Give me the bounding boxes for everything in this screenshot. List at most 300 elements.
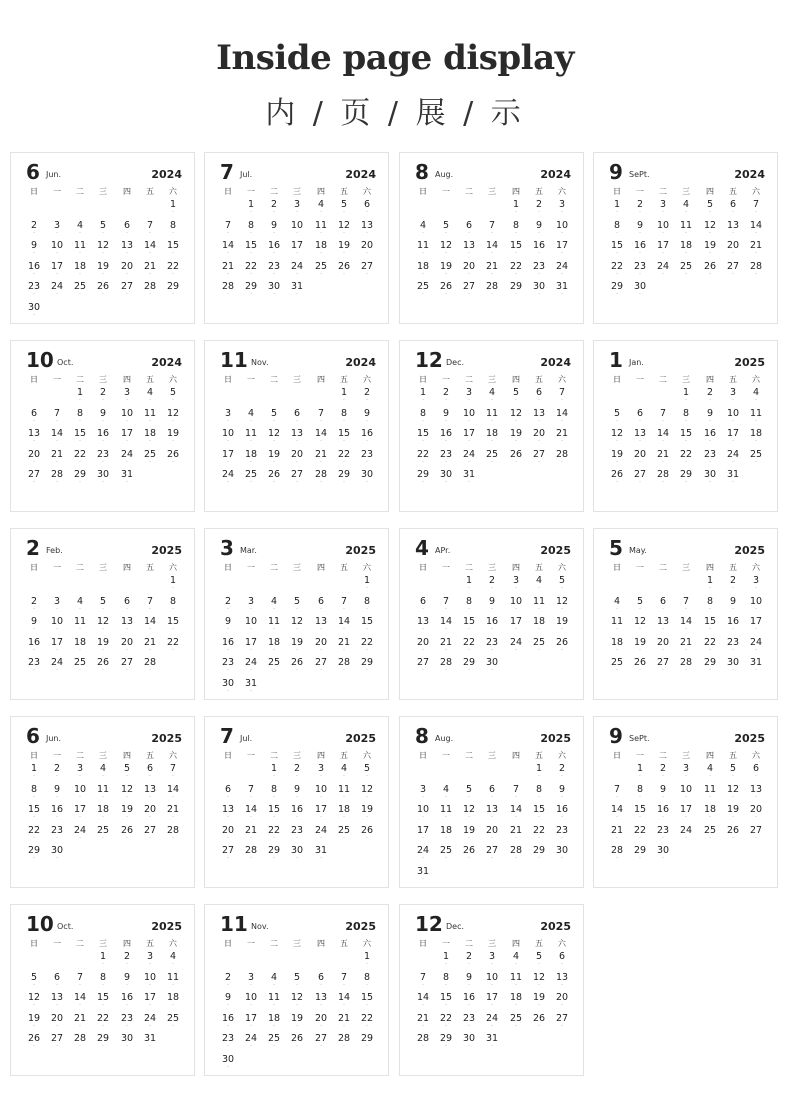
weekday-header: 日 xyxy=(30,751,38,760)
day-cell xyxy=(629,637,651,653)
day-cell xyxy=(699,199,721,215)
lunar-note: ·· xyxy=(148,1003,152,1007)
day-cell xyxy=(162,804,184,820)
lunar-note: ·· xyxy=(514,418,518,423)
day-cell xyxy=(240,637,262,653)
lunar-note: ·· xyxy=(684,794,688,799)
lunar-note: ·· xyxy=(444,418,448,423)
lunar-note: ·· xyxy=(444,856,448,860)
weekday-header: 三 xyxy=(293,751,301,760)
day-number: 1 xyxy=(613,199,621,210)
day-number: 29 xyxy=(27,845,41,856)
day-number: 13 xyxy=(27,428,41,439)
day-number: 15 xyxy=(439,992,453,1003)
day-cell xyxy=(162,575,184,591)
weekday-header: 一 xyxy=(247,939,255,948)
day-number: 12 xyxy=(360,783,374,795)
lunar-note: ·· xyxy=(101,251,105,255)
day-cell xyxy=(46,1033,68,1049)
lunar-note: ·· xyxy=(490,835,494,840)
day-number: 24 xyxy=(120,448,134,460)
weekday-header: 日 xyxy=(613,563,621,572)
day-number: 26 xyxy=(96,281,110,292)
day-number: 16 xyxy=(290,804,304,815)
day-number: 18 xyxy=(143,428,157,439)
day-cell xyxy=(356,1033,378,1049)
day-number: 23 xyxy=(633,260,647,272)
day-cell xyxy=(606,637,628,653)
day-number: 20 xyxy=(485,824,499,836)
lunar-note: ·· xyxy=(684,480,688,484)
lunar-note: ·· xyxy=(148,1023,152,1028)
weekday-header: 日 xyxy=(613,751,621,760)
day-cell xyxy=(356,596,378,612)
weekday-header: 六 xyxy=(752,187,760,196)
weekday-header: 三 xyxy=(682,375,690,384)
lunar-note: ·· xyxy=(272,459,276,464)
day-cell xyxy=(458,220,480,236)
day-number: 28 xyxy=(166,824,180,836)
day-number: 20 xyxy=(555,992,569,1003)
day-cell xyxy=(551,951,573,967)
lunar-note: ·· xyxy=(421,1023,425,1028)
day-cell xyxy=(458,469,480,485)
day-cell xyxy=(652,616,674,632)
day-number: 1 xyxy=(512,199,520,210)
day-cell xyxy=(675,784,697,800)
day-number: 24 xyxy=(656,260,670,272)
day-number: 21 xyxy=(50,448,64,460)
weekday-header: 三 xyxy=(488,563,496,572)
day-cell xyxy=(481,616,503,632)
day-number: 27 xyxy=(462,281,476,292)
lunar-note: ·· xyxy=(78,418,82,423)
lunar-note: ·· xyxy=(684,647,688,652)
day-cell xyxy=(699,657,721,673)
lunar-note: ·· xyxy=(171,251,175,255)
lunar-note: ·· xyxy=(125,439,129,443)
lunar-note: ·· xyxy=(615,815,619,819)
day-number: 7 xyxy=(613,783,621,795)
day-cell xyxy=(551,449,573,465)
day-number: 4 xyxy=(682,199,690,210)
day-cell xyxy=(240,449,262,465)
day-number: 19 xyxy=(337,240,351,251)
day-number: 23 xyxy=(221,657,235,668)
weekday-header: 二 xyxy=(76,563,84,572)
day-cell xyxy=(240,1013,262,1029)
day-number: 20 xyxy=(50,1012,64,1024)
day-number: 16 xyxy=(439,428,453,439)
day-cell xyxy=(116,763,138,779)
day-number: 1 xyxy=(419,387,427,398)
day-number: 9 xyxy=(729,595,737,607)
year-label: 2025 xyxy=(345,920,376,933)
lunar-note: ·· xyxy=(444,647,448,652)
day-cell xyxy=(435,1013,457,1029)
lunar-note: ·· xyxy=(342,982,346,987)
day-cell xyxy=(240,220,262,236)
day-number: 9 xyxy=(535,219,543,231)
day-number: 10 xyxy=(462,407,476,419)
day-cell xyxy=(356,449,378,465)
day-number: 26 xyxy=(360,824,374,836)
day-cell xyxy=(46,763,68,779)
day-cell xyxy=(333,220,355,236)
day-number: 12 xyxy=(96,240,110,251)
day-cell xyxy=(356,575,378,591)
weekday-header: 四 xyxy=(512,751,520,760)
day-cell xyxy=(629,428,651,444)
lunar-note: ·· xyxy=(615,292,619,296)
lunar-note: ·· xyxy=(754,418,758,423)
lunar-note: ·· xyxy=(365,627,369,631)
day-number: 28 xyxy=(314,469,328,480)
day-cell xyxy=(722,616,744,632)
day-number: 15 xyxy=(509,240,523,251)
day-cell xyxy=(629,240,651,256)
lunar-note: ·· xyxy=(125,418,129,423)
lunar-note: ·· xyxy=(684,251,688,255)
lunar-note: ·· xyxy=(148,418,152,423)
day-cell xyxy=(333,1033,355,1049)
lunar-note: ·· xyxy=(101,230,105,235)
day-number: 31 xyxy=(143,1033,157,1044)
day-number: 23 xyxy=(27,657,41,668)
day-number: 5 xyxy=(636,595,644,607)
lunar-note: ·· xyxy=(342,835,346,840)
day-number: 11 xyxy=(73,616,87,627)
lunar-note: ·· xyxy=(171,210,175,214)
lunar-note: ·· xyxy=(537,606,541,611)
day-cell xyxy=(528,825,550,841)
day-cell xyxy=(551,240,573,256)
day-number: 8 xyxy=(99,971,107,983)
day-cell xyxy=(240,845,262,861)
day-number: 15 xyxy=(633,804,647,815)
day-number: 19 xyxy=(633,636,647,648)
day-cell xyxy=(505,951,527,967)
day-cell xyxy=(356,825,378,841)
lunar-note: ·· xyxy=(731,627,735,631)
day-cell xyxy=(92,469,114,485)
lunar-note: ·· xyxy=(32,1044,36,1048)
day-cell xyxy=(23,408,45,424)
lunar-note: ·· xyxy=(754,586,758,590)
day-cell xyxy=(310,596,332,612)
lunar-note: ·· xyxy=(560,210,564,214)
month-card xyxy=(10,152,195,324)
lunar-note: ·· xyxy=(319,459,323,464)
day-number: 4 xyxy=(76,595,84,607)
day-number: 13 xyxy=(143,783,157,795)
day-number: 12 xyxy=(120,783,134,795)
day-cell xyxy=(240,1033,262,1049)
lunar-note: ·· xyxy=(319,418,323,423)
day-cell xyxy=(722,657,744,673)
day-number: 5 xyxy=(363,763,371,774)
day-number: 9 xyxy=(363,407,371,419)
day-number: 10 xyxy=(485,971,499,983)
day-number: 28 xyxy=(749,260,763,272)
day-cell xyxy=(46,240,68,256)
lunar-note: ·· xyxy=(226,688,230,693)
lunar-note: ·· xyxy=(708,210,712,214)
day-number: 2 xyxy=(30,595,38,607)
day-cell xyxy=(551,387,573,403)
day-cell xyxy=(551,261,573,277)
weekday-header: 四 xyxy=(706,751,714,760)
day-number: 9 xyxy=(488,595,496,607)
day-number: 25 xyxy=(485,448,499,460)
day-cell xyxy=(435,240,457,256)
day-cell xyxy=(139,637,161,653)
day-cell xyxy=(162,1013,184,1029)
month-number: 10 xyxy=(26,348,54,372)
day-number: 22 xyxy=(166,260,180,272)
day-cell xyxy=(23,302,45,318)
lunar-note: ·· xyxy=(272,1003,276,1007)
lunar-note: ·· xyxy=(731,647,735,652)
day-number: 1 xyxy=(706,575,714,586)
lunar-note: ·· xyxy=(319,647,323,652)
day-cell xyxy=(606,220,628,236)
day-number: 5 xyxy=(613,407,621,419)
day-cell xyxy=(162,408,184,424)
day-number: 23 xyxy=(50,824,64,836)
month-name: Jun. xyxy=(46,734,62,743)
day-number: 23 xyxy=(555,824,569,836)
lunar-note: ·· xyxy=(467,982,471,987)
lunar-note: ·· xyxy=(754,835,758,840)
day-number: 9 xyxy=(224,616,232,627)
day-cell xyxy=(481,657,503,673)
day-cell xyxy=(92,637,114,653)
lunar-note: ·· xyxy=(638,230,642,235)
day-number: 18 xyxy=(267,636,281,648)
lunar-note: ·· xyxy=(708,398,712,402)
day-cell xyxy=(356,992,378,1008)
lunar-note: ·· xyxy=(731,459,735,464)
lunar-note: ·· xyxy=(421,230,425,235)
day-cell xyxy=(217,678,239,694)
day-cell xyxy=(606,281,628,297)
day-number: 2 xyxy=(53,763,61,774)
day-number: 8 xyxy=(636,783,644,795)
weekday-header: 六 xyxy=(558,187,566,196)
month-card xyxy=(593,152,778,324)
lunar-note: ·· xyxy=(249,982,253,987)
day-cell xyxy=(528,951,550,967)
lunar-note: ·· xyxy=(101,1023,105,1028)
day-cell xyxy=(263,992,285,1008)
day-number: 21 xyxy=(485,260,499,272)
lunar-note: ·· xyxy=(638,418,642,423)
lunar-note: ·· xyxy=(514,210,518,214)
day-cell xyxy=(606,408,628,424)
day-cell xyxy=(333,408,355,424)
day-number: 12 xyxy=(96,616,110,627)
day-cell xyxy=(92,972,114,988)
day-number: 19 xyxy=(532,992,546,1003)
weekday-header: 三 xyxy=(293,563,301,572)
month-name: Jun. xyxy=(46,170,62,179)
lunar-note: ·· xyxy=(32,230,36,235)
day-number: 9 xyxy=(558,783,566,795)
day-cell xyxy=(675,449,697,465)
weekday-header: 六 xyxy=(558,375,566,384)
lunar-note: ·· xyxy=(249,459,253,464)
day-cell xyxy=(481,972,503,988)
day-number: 11 xyxy=(532,595,546,607)
weekday-header: 日 xyxy=(419,939,427,948)
weekday-header: 三 xyxy=(488,751,496,760)
day-cell xyxy=(162,616,184,632)
day-number: 27 xyxy=(726,260,740,272)
day-cell xyxy=(92,763,114,779)
day-cell xyxy=(629,220,651,236)
day-cell xyxy=(699,469,721,485)
day-number: 27 xyxy=(749,824,763,836)
day-cell xyxy=(675,596,697,612)
lunar-note: ·· xyxy=(101,982,105,987)
weekday-header: 三 xyxy=(682,751,690,760)
year-label: 2025 xyxy=(345,732,376,745)
day-number: 22 xyxy=(532,824,546,836)
day-number: 26 xyxy=(462,845,476,856)
day-cell xyxy=(412,220,434,236)
day-cell xyxy=(310,784,332,800)
lunar-note: ·· xyxy=(421,480,425,484)
lunar-note: ·· xyxy=(319,1023,323,1028)
weekday-header: 六 xyxy=(558,751,566,760)
lunar-note: ·· xyxy=(514,1003,518,1007)
day-number: 20 xyxy=(462,260,476,272)
day-number: 24 xyxy=(726,448,740,460)
lunar-note: ·· xyxy=(514,606,518,611)
day-number: 3 xyxy=(659,199,667,210)
lunar-note: ·· xyxy=(490,251,494,255)
day-number: 13 xyxy=(360,219,374,231)
lunar-note: ·· xyxy=(226,292,230,296)
day-number: 24 xyxy=(485,1012,499,1024)
day-cell xyxy=(458,845,480,861)
lunar-note: ·· xyxy=(125,835,129,840)
weekday-header: 日 xyxy=(613,187,621,196)
lunar-note: ·· xyxy=(101,292,105,296)
day-number: 5 xyxy=(30,971,38,983)
day-cell xyxy=(286,845,308,861)
day-number: 23 xyxy=(267,260,281,272)
lunar-note: ·· xyxy=(125,292,129,296)
day-number: 30 xyxy=(221,1053,235,1065)
day-number: 6 xyxy=(123,595,131,607)
day-cell xyxy=(139,804,161,820)
day-cell xyxy=(69,972,91,988)
day-cell xyxy=(551,220,573,236)
lunar-note: ·· xyxy=(754,774,758,778)
day-cell xyxy=(722,469,744,485)
day-cell xyxy=(481,387,503,403)
lunar-note: ·· xyxy=(295,774,299,778)
day-cell xyxy=(69,469,91,485)
lunar-note: ·· xyxy=(272,774,276,778)
day-number: 26 xyxy=(439,281,453,292)
day-number: 14 xyxy=(555,407,569,419)
day-number: 1 xyxy=(636,763,644,774)
day-number: 1 xyxy=(465,575,473,586)
day-number: 23 xyxy=(290,824,304,836)
day-cell xyxy=(286,428,308,444)
lunar-note: ·· xyxy=(684,459,688,464)
lunar-note: ·· xyxy=(249,606,253,611)
day-cell xyxy=(722,428,744,444)
lunar-note: ·· xyxy=(490,794,494,799)
day-number: 31 xyxy=(416,865,430,877)
day-number: 23 xyxy=(462,1012,476,1024)
day-number: 22 xyxy=(633,824,647,836)
day-cell xyxy=(69,763,91,779)
day-number: 16 xyxy=(27,636,41,648)
day-number: 28 xyxy=(509,845,523,856)
lunar-note: ·· xyxy=(731,418,735,423)
day-number: 18 xyxy=(337,804,351,815)
day-cell xyxy=(46,992,68,1008)
day-cell xyxy=(412,866,434,882)
day-cell xyxy=(92,240,114,256)
day-cell xyxy=(606,845,628,861)
weekday-header: 四 xyxy=(123,187,131,196)
day-number: 21 xyxy=(143,260,157,272)
lunar-note: ·· xyxy=(78,794,82,799)
day-number: 15 xyxy=(337,428,351,439)
lunar-note: ·· xyxy=(365,398,369,402)
lunar-note: ·· xyxy=(661,815,665,819)
day-cell xyxy=(551,804,573,820)
day-number: 21 xyxy=(221,260,235,272)
day-cell xyxy=(116,657,138,673)
day-number: 21 xyxy=(314,448,328,460)
lunar-note: ·· xyxy=(467,1003,471,1007)
day-number: 13 xyxy=(462,240,476,251)
day-number: 7 xyxy=(247,783,255,795)
lunar-note: ·· xyxy=(365,774,369,778)
day-cell xyxy=(675,637,697,653)
day-cell xyxy=(722,575,744,591)
weekday-header: 四 xyxy=(706,187,714,196)
lunar-note: ·· xyxy=(272,815,276,819)
day-number: 15 xyxy=(166,616,180,627)
lunar-note: ·· xyxy=(537,398,541,402)
day-number: 7 xyxy=(752,199,760,210)
month-number: 1 xyxy=(609,348,623,372)
day-cell xyxy=(652,449,674,465)
day-cell xyxy=(505,261,527,277)
day-number: 5 xyxy=(706,199,714,210)
month-name: Feb. xyxy=(46,546,63,555)
day-number: 18 xyxy=(532,616,546,627)
weekday-header: 五 xyxy=(729,375,737,384)
day-cell xyxy=(458,261,480,277)
day-number: 14 xyxy=(50,428,64,439)
day-cell xyxy=(310,469,332,485)
day-cell xyxy=(481,261,503,277)
day-cell xyxy=(286,1013,308,1029)
day-number: 24 xyxy=(416,845,430,856)
day-number: 23 xyxy=(221,1033,235,1044)
month-card xyxy=(399,528,584,700)
day-number: 8 xyxy=(270,783,278,795)
